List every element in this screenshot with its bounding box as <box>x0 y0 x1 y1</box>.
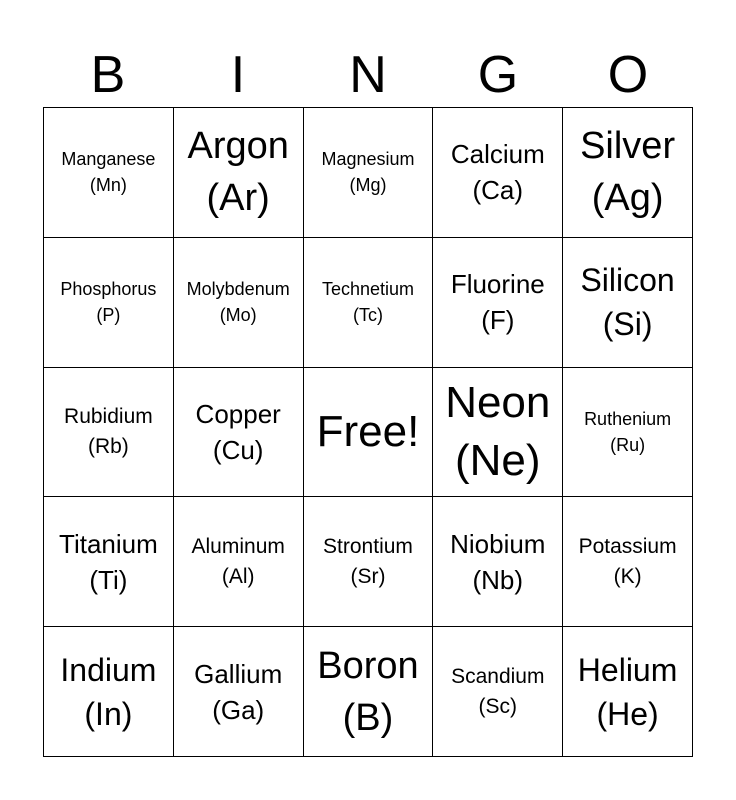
bingo-cell[interactable] <box>174 627 304 757</box>
element-name: Rubidium <box>64 404 153 428</box>
bingo-cell[interactable] <box>433 497 563 627</box>
bingo-cell[interactable] <box>563 238 693 368</box>
bingo-cell[interactable] <box>433 238 563 368</box>
element-name: Potassium <box>578 534 677 558</box>
bingo-cell[interactable] <box>44 627 174 757</box>
element-symbol: (Al) <box>221 564 255 588</box>
element-symbol: (K) <box>613 564 642 588</box>
element-name: Silicon <box>580 262 675 299</box>
header-letter-o: O <box>607 46 649 104</box>
header-letter-n: N <box>349 46 387 104</box>
bingo-cell[interactable] <box>304 497 434 627</box>
element-symbol: (Ti) <box>89 564 128 595</box>
bingo-cell[interactable] <box>304 238 434 368</box>
bingo-cell[interactable] <box>44 238 174 368</box>
bingo-cell[interactable] <box>563 627 693 757</box>
bingo-header <box>43 44 693 106</box>
element-name: Ruthenium <box>584 408 672 429</box>
element-symbol: (Cu) <box>212 434 264 465</box>
element-name: Neon <box>445 377 551 427</box>
element-symbol: (F) <box>481 305 515 336</box>
element-name: Manganese <box>61 149 156 170</box>
element-name: Scandium <box>451 664 545 688</box>
header-letter-b: B <box>90 46 126 104</box>
bingo-cell[interactable] <box>304 108 434 238</box>
element-symbol: (Ne) <box>455 435 541 485</box>
element-name: Indium <box>60 651 157 688</box>
element-name: Argon <box>187 125 289 168</box>
free-space-cell[interactable] <box>304 368 434 498</box>
bingo-cell[interactable] <box>563 497 693 627</box>
element-name: Calcium <box>450 139 545 170</box>
bingo-cell[interactable] <box>44 497 174 627</box>
element-name: Helium <box>577 651 678 688</box>
element-symbol: (Mn) <box>89 175 127 196</box>
element-symbol: (Sr) <box>350 564 386 588</box>
element-symbol: (Tc) <box>352 305 383 326</box>
bingo-cell[interactable] <box>563 108 693 238</box>
bingo-cell[interactable] <box>174 238 304 368</box>
element-symbol: (He) <box>596 695 659 732</box>
element-name: Strontium <box>323 534 413 558</box>
bingo-cell[interactable] <box>44 108 174 238</box>
element-symbol: (Sc) <box>478 694 518 718</box>
element-symbol: (Ag) <box>591 177 664 220</box>
element-name: Fluorine <box>450 269 545 300</box>
element-name: Silver <box>580 125 676 168</box>
header-letter-g: G <box>477 46 519 104</box>
element-symbol: (Mo) <box>219 305 257 326</box>
element-symbol: (B) <box>342 696 394 739</box>
bingo-cell[interactable] <box>433 627 563 757</box>
element-symbol: (In) <box>84 695 133 732</box>
element-symbol: (Mg) <box>349 175 387 196</box>
element-name: Molybdenum <box>186 279 290 300</box>
bingo-cell[interactable] <box>563 368 693 498</box>
bingo-cell[interactable] <box>174 108 304 238</box>
element-name: Technetium <box>321 279 415 300</box>
bingo-cell[interactable] <box>433 108 563 238</box>
element-symbol: (Nb) <box>472 564 524 595</box>
element-name: Niobium <box>450 528 546 559</box>
element-name: Boron <box>317 644 419 687</box>
element-symbol: (Ga) <box>212 694 265 725</box>
bingo-cell[interactable] <box>174 497 304 627</box>
element-name: Aluminum <box>191 534 285 558</box>
element-name: Gallium <box>194 658 283 689</box>
element-symbol: (Rb) <box>87 434 129 458</box>
bingo-cell[interactable] <box>304 627 434 757</box>
element-name: Titanium <box>59 528 158 559</box>
element-name: Copper <box>195 398 281 429</box>
element-name: Free! <box>316 406 420 456</box>
element-symbol: (Si) <box>602 306 653 343</box>
bingo-board <box>43 107 693 757</box>
element-name: Phosphorus <box>60 279 157 300</box>
bingo-cell[interactable] <box>433 368 563 498</box>
element-symbol: (P) <box>96 305 121 326</box>
bingo-cell[interactable] <box>174 368 304 498</box>
bingo-cell[interactable] <box>44 368 174 498</box>
header-letter-i: I <box>230 46 246 104</box>
element-name: Magnesium <box>321 149 415 170</box>
element-symbol: (Ar) <box>206 177 270 220</box>
element-symbol: (Ru) <box>610 434 646 455</box>
element-symbol: (Ca) <box>472 175 524 206</box>
